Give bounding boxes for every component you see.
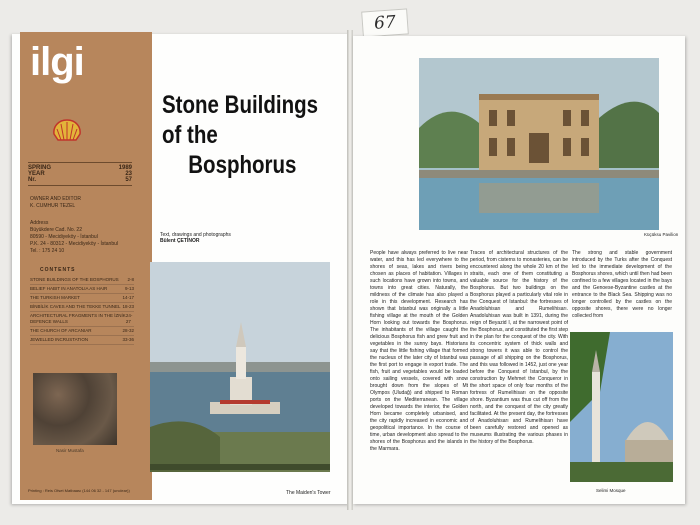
printing-footer: Printing : Reis Ofset Matbaası (144 06 32 - 147 (unclear)) bbox=[28, 488, 130, 493]
magazine-logo: ilgi bbox=[30, 40, 84, 84]
issue-label: Nr. bbox=[28, 177, 37, 183]
owner-name: K. CUMHUR TEZEL bbox=[30, 203, 76, 209]
contents-item[interactable]: BELIEF HABIT IN ANATOLIA AS HAIR 9-13 bbox=[30, 285, 134, 294]
selimi-mosque-photo bbox=[570, 332, 673, 482]
address-line: Büyükdere Cad. No. 22 bbox=[30, 227, 82, 233]
article-column-1: People have always preferred to live near water, and this has led everywhere to the shores of seas, lakes and rivers being chosen as places of habitation. Villages in such locations have grown into towns, and towns into great cities. Naturally, the mildness of the climate has also played a role in this development. Research has shown that Istanbul was originally a little fishing village at the mouth of the Golden Horn looking out towards the Bosphorus. The inhabitants of the village caught the delicious Bosphorus fish and grew fruit and vegetables in the sunny bays. Historians say that the little fishing village that formed the nucleus of the later city of Istanbul was the first port to engage in export trade. The fish, fruit and vegetables would be loaded onto sailing vessels, covered with snow brought down from the slopes of Mt Olympos (Uludağ) and shipped to Roman ports on the Mediterranean. The village developed towards the interior, the Golden Horn became completely urbanised, and the city rapidly increased in economic and geopolitical importance. In the course of time, urban development also spread to the shores of the Bosphorus and the islands in the Marmara. bbox=[370, 250, 468, 452]
season-value: 1989 bbox=[118, 165, 132, 171]
article-column-2: Traces of architectural structures of the period, from cisterns to monasteries, can be encountered along the whole 20 km of the straits, each one of them constituting a valuable source for the history of the Bosphorus. But two buildings on the Bosphorus played a particularly vital role in the Conquest of Istanbul: the fortresses of Anadoluhisarı and Rumelihisarı. Anadoluhisarı was built in 1391, during the reign of Beyazid I, at the narrowest point of the Bosphorus, and constituted the first step in the plan for the conquest of the city. With its concentric system of thick walls and strong towers it was able to control the passage of all shipping on the Bosphorus, and this was followed in 1452, just one year before the Conquest of Istanbul, by the construction by Mehmet the Conqueror in the short space of only four months of the fortress of Rumelihisarı on the opposite shore. Byzantium was thus cut off from the north, and the conquest of the city greatly facilitated. At the present day, the fortresses of Anadoluhisarı and Rumelihisarı have been carefully restored and opened as museums illustrating the various phases in the history of the Bosphorus. bbox=[470, 250, 568, 445]
sidebar-photo-caption: Nasir Mustafa bbox=[56, 448, 84, 453]
issue-info bbox=[28, 160, 132, 188]
maidens-tower-caption: The Maiden's Tower bbox=[286, 490, 331, 496]
byline bbox=[160, 232, 231, 244]
kucuksu-pavilion-illustration bbox=[419, 58, 659, 230]
mosque-drawing bbox=[570, 332, 673, 482]
year-label: YEAR bbox=[28, 171, 45, 177]
mosque-caption: Selimi Mosque bbox=[596, 488, 626, 493]
contents-list bbox=[30, 276, 134, 345]
contents-item[interactable]: JEWELLED INCRUSTATION 33-36 bbox=[30, 336, 134, 345]
shell-logo-icon bbox=[52, 118, 82, 144]
year-value: 23 bbox=[125, 171, 132, 177]
maidens-tower-photo bbox=[150, 262, 330, 472]
article-column-3: The strong and stable government introduced by the Turks after the Conquest led to the immediate development of the Bosphorus shores, which until then had been confined to a few villages located in the bays and the Genoese-Byzantine castles at the entrance to the Black Sea. Shipping was no longer controlled by the castles on the opposite shores, there were no longer collected from bbox=[572, 250, 672, 319]
maidens-tower-illustration bbox=[150, 262, 330, 472]
contents-item[interactable]: BİNBİLİK CAVES AND THE TEKKE TUNNEL 18-23 bbox=[30, 303, 134, 312]
author: Bülent ÇETİNOR bbox=[160, 238, 200, 244]
address-block bbox=[30, 220, 134, 255]
issue-value: 57 bbox=[125, 177, 132, 183]
address-line: P.K. 24 - 80312 - Mecidiyeköy - İstanbul bbox=[30, 241, 119, 247]
contents-title: CONTENTS bbox=[40, 267, 76, 273]
owner-heading: OWNER AND EDITOR bbox=[30, 196, 82, 202]
pavilion-drawing bbox=[419, 58, 659, 230]
sidebar-photo bbox=[33, 373, 117, 445]
address-line: Tel. : 175 24 10 bbox=[30, 248, 65, 254]
contents-item[interactable]: ARCHITECTURAL FRAGMENTS IN THE İZNİK DEFENCE WALLS 24-27 bbox=[30, 312, 134, 327]
owner-block bbox=[30, 196, 134, 210]
contents-item[interactable]: STONE BUILDINGS OF THE BOSPHORUS 2-8 bbox=[30, 276, 134, 285]
contents-item[interactable]: THE CHURCH OF ARCANIAR 28-32 bbox=[30, 327, 134, 336]
pavilion-caption: Küçüksu Pavilion bbox=[644, 232, 679, 237]
handwritten-note: 67 bbox=[361, 8, 409, 37]
season-label: SPRING bbox=[28, 165, 52, 171]
address-line: 80590 - Mecidiyeköy - İstanbul bbox=[30, 234, 98, 240]
article-title: Stone Buildings of the Bosphorus bbox=[162, 91, 319, 179]
byline-label: Text, drawings and photographs bbox=[160, 232, 231, 238]
address-heading: Address bbox=[30, 220, 49, 226]
contents-item[interactable]: THE TURKISH MARKET 14-17 bbox=[30, 294, 134, 303]
